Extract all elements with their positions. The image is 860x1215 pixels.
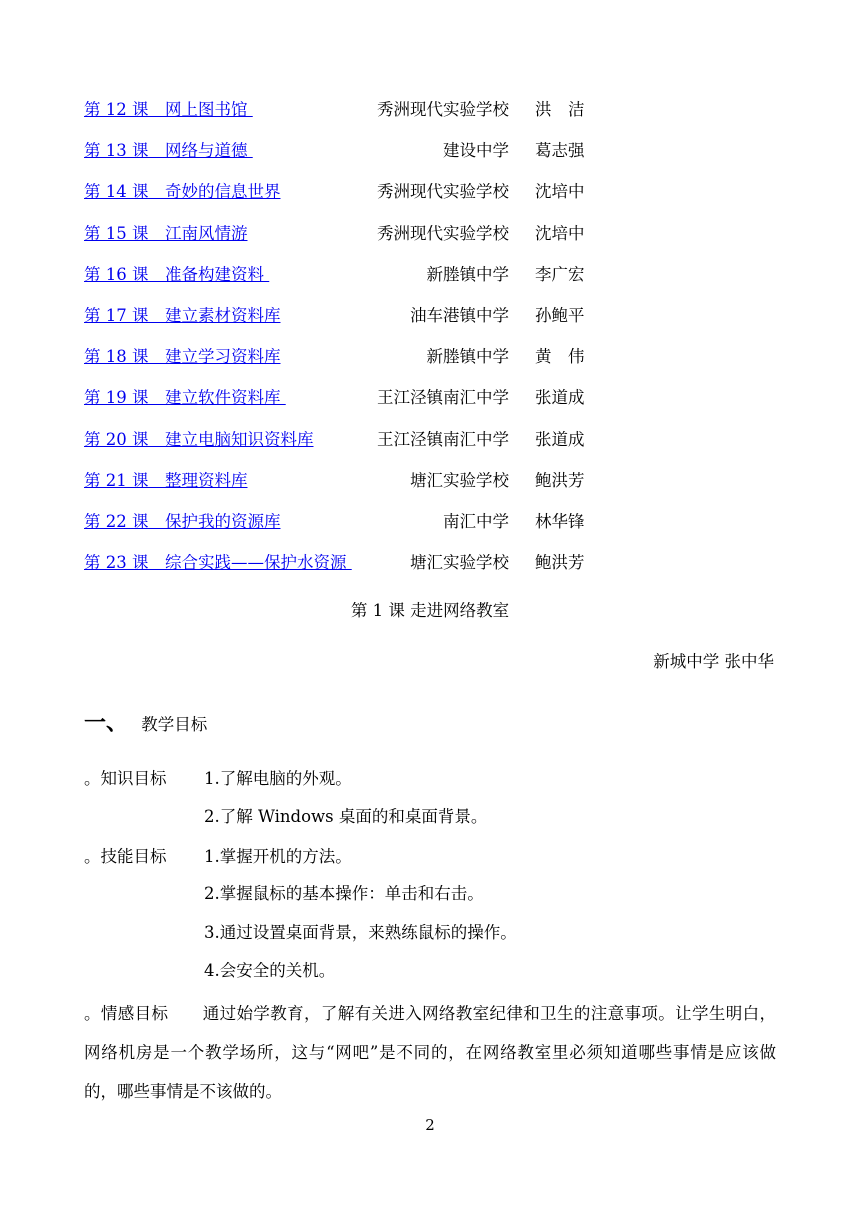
knowledge-objective-item: 1.了解电脑的外观。 [204, 769, 352, 788]
toc-row [84, 384, 594, 425]
toc-teacher: 葛志强 [535, 141, 585, 161]
emotion-objective [84, 994, 776, 1111]
toc-school: 秀洲现代实验学校 [377, 100, 509, 119]
toc-school: 建设中学 [443, 141, 509, 161]
toc-teacher: 鲍洪芳 [535, 470, 585, 490]
toc-row [84, 96, 594, 137]
skill-objective-label: 。技能目标 [84, 847, 167, 866]
section-heading [84, 708, 207, 740]
toc-school: 南汇中学 [443, 511, 509, 531]
toc-teacher: 林华锋 [535, 511, 585, 531]
section-title: 教学目标 [141, 715, 208, 734]
toc-link-lesson-21[interactable]: 第 21 课 整理资料库 [84, 470, 248, 490]
toc-row [84, 426, 594, 467]
skill-objective-item: 3.通过设置桌面背景，来熟练鼠标的操作。 [204, 923, 517, 942]
toc-teacher: 黄 伟 [535, 347, 585, 367]
toc-teacher: 沈培中 [535, 223, 585, 243]
toc-school: 秀洲现代实验学校 [377, 182, 509, 202]
toc-link-lesson-16[interactable]: 第 16 课 准备构建资料 [84, 264, 270, 284]
toc-link-lesson-22[interactable]: 第 22 课 保护我的资源库 [84, 511, 281, 531]
toc-teacher: 洪 洁 [535, 100, 585, 119]
lesson-title: 第 1 课 走进网络教室 [350, 601, 510, 620]
knowledge-objective-label: 。知识目标 [84, 769, 167, 788]
emotion-objective-text: 通过始学教育，了解有关进入网络教室纪律和卫生的注意事项。让学生明白，网络机房是一个教学场所，这与“网吧”是不同的，在网络教室里必须知道哪些事情是应该做的，哪些事情是不该做的。 [84, 1004, 777, 1101]
toc-teacher: 沈培中 [535, 182, 585, 202]
toc-link-lesson-17[interactable]: 第 17 课 建立素材资料库 [84, 305, 281, 325]
toc-link-lesson-13[interactable]: 第 13 课 网络与道德 [84, 141, 253, 161]
toc-school: 塘汇实验学校 [410, 470, 509, 490]
toc-school: 秀洲现代实验学校 [377, 223, 509, 243]
toc-teacher: 鲍洪芳 [535, 553, 585, 573]
toc-teacher: 孙鲍平 [535, 305, 585, 325]
toc-row [84, 220, 594, 261]
toc-row [84, 467, 594, 508]
toc-link-lesson-20[interactable]: 第 20 课 建立电脑知识资料库 [84, 429, 314, 449]
toc-row [84, 508, 594, 549]
page-number: 2 [425, 1116, 435, 1134]
toc-row [84, 302, 594, 343]
skill-objective-item: 2.掌握鼠标的基本操作：单击和右击。 [204, 884, 484, 903]
toc-link-lesson-19[interactable]: 第 19 课 建立软件资料库 [84, 388, 286, 408]
toc-teacher: 李广宏 [535, 264, 585, 284]
toc-row [84, 178, 594, 219]
knowledge-objective-item: 2.了解 Windows 桌面的和桌面背景。 [204, 807, 488, 826]
section-number: 一、 [84, 710, 129, 736]
toc-school: 塘汇实验学校 [410, 553, 509, 573]
toc-link-lesson-18[interactable]: 第 18 课 建立学习资料库 [84, 347, 281, 367]
toc-row [84, 137, 594, 178]
toc-school: 王江泾镇南汇中学 [377, 429, 509, 449]
skill-objective-item: 4.会安全的关机。 [204, 961, 336, 980]
toc-row [84, 261, 594, 302]
toc-link-lesson-12[interactable]: 第 12 课 网上图书馆 [84, 100, 253, 119]
toc-teacher: 张道成 [535, 429, 585, 449]
toc-school: 新塍镇中学 [426, 264, 509, 284]
table-of-contents [84, 96, 594, 590]
toc-school: 油车港镇中学 [410, 305, 509, 325]
lesson-author: 新城中学 张中华 [653, 652, 774, 671]
skill-objective-item: 1.掌握开机的方法。 [204, 847, 352, 866]
emotion-objective-label: 。情感目标 [84, 1004, 169, 1023]
toc-link-lesson-15[interactable]: 第 15 课 江南风情游 [84, 223, 248, 243]
toc-school: 新塍镇中学 [426, 347, 509, 367]
toc-school: 王江泾镇南汇中学 [377, 388, 509, 408]
toc-teacher: 张道成 [535, 388, 585, 408]
toc-row [84, 343, 594, 384]
toc-row [84, 549, 594, 590]
toc-link-lesson-23[interactable]: 第 23 课 综合实践——保护水资源 [84, 553, 352, 573]
toc-link-lesson-14[interactable]: 第 14 课 奇妙的信息世界 [84, 182, 281, 202]
